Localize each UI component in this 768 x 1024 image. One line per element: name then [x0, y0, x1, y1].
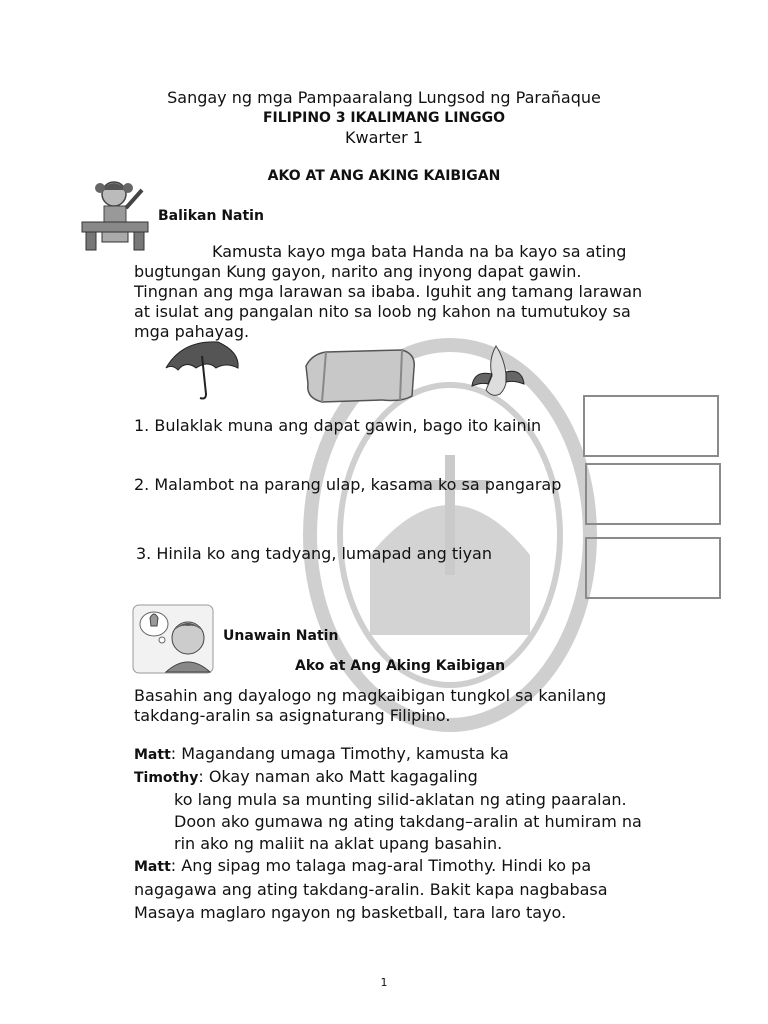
umbrella-icon	[162, 338, 242, 400]
dialogue-text: rin ako ng maliit na aklat upang basahin.	[174, 834, 503, 853]
thinking-boy-icon	[132, 604, 214, 674]
answer-box-1[interactable]	[583, 395, 719, 457]
dialogue-text: nagagawa ang ating takdang-aralin. Bakit kapa nagbabasa	[134, 880, 608, 899]
dialogue-text: Doon ako gumawa ng ating takdang–aralin at humiram na	[174, 812, 642, 831]
dialogue-text: : Ang sipag mo talaga mag-aral Timothy. Hindi ko pa	[170, 856, 592, 875]
balikan-line: bugtungan Kung gayon, narito ang inyong dapat gawin.	[134, 262, 582, 281]
page-number: 1	[380, 976, 388, 989]
intro-line: Basahin ang dayalogo ng magkaibigan tungkol sa kanilang	[134, 686, 607, 705]
answer-box-3[interactable]	[585, 537, 721, 599]
dialogue-text: ko lang mula sa munting silid-aklatan ng ating paaralan.	[174, 790, 627, 809]
division-header: Sangay ng mga Pampaaralang Lungsod ng Parañaque	[167, 88, 601, 107]
riddle-item: 2. Malambot na parang ulap, kasama ko sa pangarap	[134, 475, 562, 494]
riddle-item: 3. Hinila ko ang tadyang, lumapad ang tiyan	[136, 544, 492, 563]
balikan-line: at isulat ang pangalan nito sa loob ng kahon na tumutukoy sa	[134, 302, 631, 321]
subject-header: FILIPINO 3 IKALIMANG LINGGO	[262, 110, 506, 126]
lesson-title: AKO AT ANG AKING KAIBIGAN	[267, 168, 501, 184]
dialogue-line	[134, 744, 509, 765]
balikan-line: Tingnan ang mga larawan sa ibaba. Iguhit ang tamang larawan	[134, 282, 643, 301]
balikan-line: Kamusta kayo mga bata Handa na ba kayo sa ating	[212, 242, 627, 261]
banana-icon	[468, 342, 526, 402]
unawain-heading: Unawain Natin	[223, 628, 339, 644]
dialogue-line	[134, 856, 591, 877]
speaker-name: Timothy	[134, 770, 199, 786]
balikan-heading: Balikan Natin	[158, 208, 264, 224]
dialogue-text: : Okay naman ako Matt kagagaling	[198, 767, 478, 786]
quarter-header: Kwarter 1	[345, 128, 423, 147]
speaker-name: Matt	[134, 859, 171, 875]
answer-box-2[interactable]	[585, 463, 721, 525]
girl-at-desk-icon	[80, 178, 152, 252]
dialogue-text: Masaya maglaro ngayon ng basketball, tara laro tayo.	[134, 903, 567, 922]
speaker-name: Matt	[134, 747, 171, 763]
dialogue-title: Ako at Ang Aking Kaibigan	[295, 658, 506, 674]
dialogue-line	[134, 767, 478, 788]
intro-line: takdang-aralin sa asignaturang Filipino.	[134, 706, 451, 725]
pillow-icon	[302, 348, 418, 404]
dialogue-text: : Magandang umaga Timothy, kamusta ka	[170, 744, 509, 763]
riddle-item: 1. Bulaklak muna ang dapat gawin, bago ito kainin	[134, 416, 542, 435]
balikan-line: mga pahayag.	[134, 322, 250, 341]
